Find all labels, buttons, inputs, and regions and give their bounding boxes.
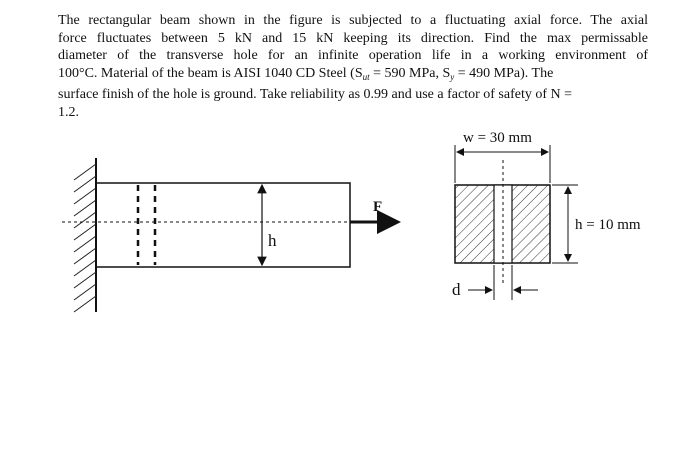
- problem-line-6: 1.2.: [58, 104, 79, 120]
- problem-line-2: force fluctuates between 5 kN and 15 kN keeping its direction. Find the max permissable: [58, 30, 648, 46]
- width-dimension: [455, 145, 550, 183]
- problem-line-5: surface finish of the hole is ground. Take reliability as 0.99 and use a factor of safety of N =: [58, 87, 573, 102]
- height-label: h: [268, 231, 277, 250]
- section-height-label: h = 10 mm: [575, 217, 641, 233]
- fixed-wall: [74, 158, 96, 312]
- force-label: F: [373, 199, 383, 215]
- beam-body: [96, 183, 350, 267]
- problem-line-4: 100°C. Material of the beam is AISI 1040 CD Steel ($S_{ut} = 590$ MPa, $S_y = 490$ MPa). The: [58, 65, 554, 82]
- problem-line-3: diameter of the transverse hole for an infinite operation life in a working environment of: [58, 48, 648, 63]
- problem-line-1: The rectangular beam shown in the figure is subjected to a fluctuating axial force. The axial: [58, 13, 648, 28]
- cross-section: [455, 160, 550, 285]
- hole-diameter-label: d: [452, 280, 461, 299]
- width-label: w = 30 mm: [463, 130, 532, 146]
- transverse-hole: [138, 185, 155, 265]
